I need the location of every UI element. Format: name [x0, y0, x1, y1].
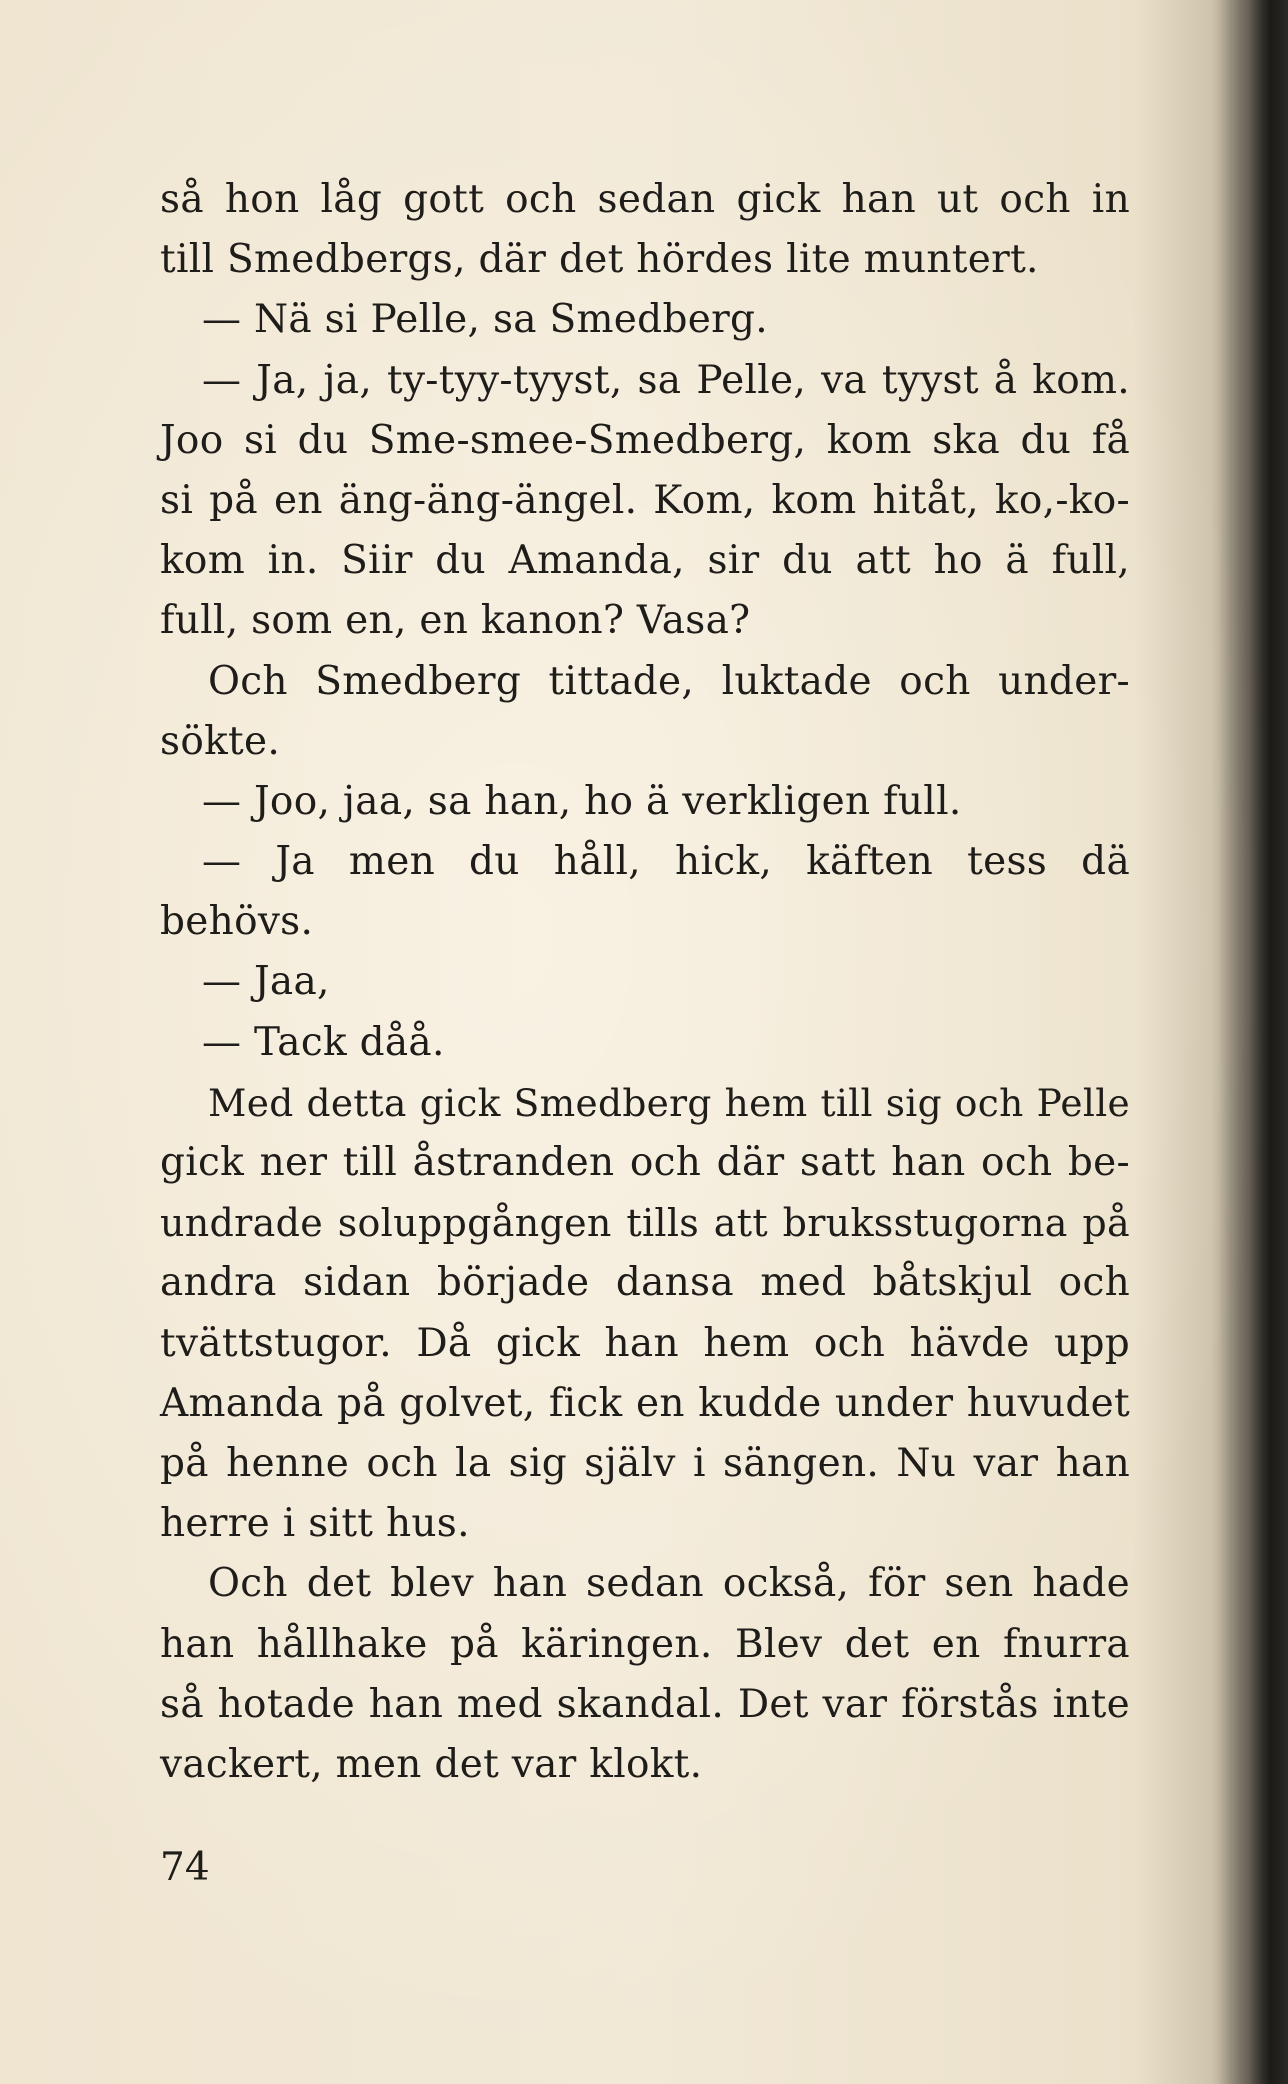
page-number: 74 — [160, 1845, 210, 1890]
text-line: — Nä si Pelle, sa Smedberg. — [202, 297, 769, 343]
text-line: vackert, men det var klokt. — [160, 1741, 703, 1787]
text-line: kom in. Siir du Amanda, sir du att ho ä full, — [160, 538, 1130, 584]
text-line: undrade soluppgången tills att bruksstugorna på — [160, 1201, 1130, 1246]
text-line: till Smedbergs, där det hördes lite muntert. — [160, 237, 1039, 283]
text-line: gick ner till åstranden och där satt han och be- — [160, 1140, 1130, 1185]
text-line: Joo si du Sme-smee-Smedberg, kom ska du få — [160, 417, 1130, 463]
text-line: tvättstugor. Då gick han hem och hävde upp — [160, 1320, 1130, 1366]
text-line: Med detta gick Smedberg hem till sig och Pelle — [208, 1080, 1130, 1125]
text-line: herre i sitt hus. — [160, 1501, 470, 1547]
text-line: sökte. — [160, 718, 281, 764]
text-line: han hållhake på käringen. Blev det en fnurra — [160, 1621, 1130, 1667]
text-line: — Ja men du håll, hick, käften tess dä — [202, 839, 1130, 885]
body-text — [160, 170, 1130, 1795]
text-line: Och Smedberg tittade, luktade och under- — [208, 658, 1130, 704]
text-line: på henne och la sig själv i sängen. Nu var han — [160, 1440, 1130, 1486]
text-line: så hon låg gott och sedan gick han ut och in — [160, 177, 1130, 222]
text-line: behövs. — [160, 899, 314, 945]
text-line: — Tack dåå. — [202, 1019, 445, 1065]
text-line: si på en äng-äng-ängel. Kom, kom hitåt, ko,-ko- — [160, 477, 1130, 523]
book-spine-shadow — [1218, 0, 1288, 2084]
text-line: — Jaa, — [202, 959, 330, 1005]
text-line: andra sidan började dansa med båtskjul och — [160, 1260, 1130, 1306]
text-line: full, som en, en kanon? Vasa? — [160, 598, 751, 644]
text-line: — Ja, ja, ty-tyy-tyyst, sa Pelle, va tyyst å kom. — [202, 357, 1130, 403]
text-line: Och det blev han sedan också, för sen hade — [208, 1561, 1130, 1607]
text-line: — Joo, jaa, sa han, ho ä verkligen full. — [202, 778, 962, 824]
text-line: så hotade han med skandal. Det var förstås inte — [160, 1681, 1130, 1727]
text-line: Amanda på golvet, fick en kudde under huvudet — [160, 1380, 1130, 1426]
